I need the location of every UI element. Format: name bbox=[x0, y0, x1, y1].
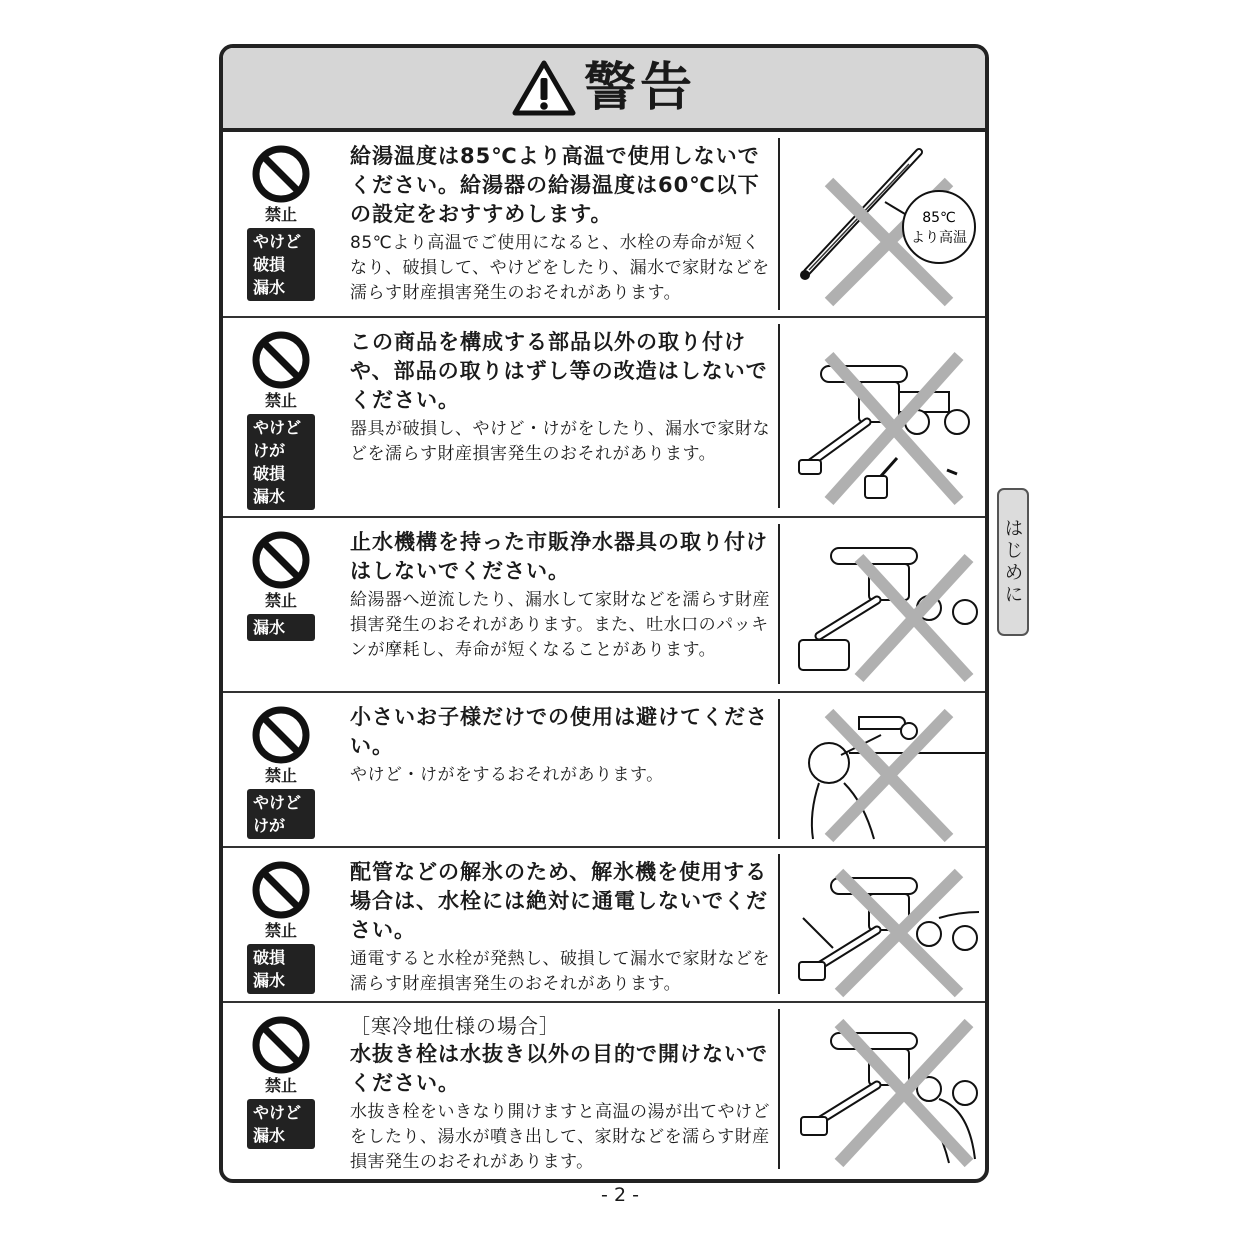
prohibited-icon bbox=[251, 330, 311, 390]
warning-box bbox=[219, 44, 989, 1183]
hazard-tags bbox=[247, 414, 315, 510]
prohibition-marks bbox=[243, 530, 319, 641]
divider bbox=[778, 138, 780, 310]
section-tab-label: はじめに bbox=[1001, 518, 1024, 606]
warning-item-4 bbox=[223, 693, 985, 848]
hazard-tag: 漏水 bbox=[253, 971, 286, 990]
warning-body: 水抜き栓をいきなり開けますと高温の湯が出てやけどをしたり、湯水が噴き出して、家財などを濡らす財産損害発生のおそれがあります。 bbox=[350, 1102, 770, 1172]
divider bbox=[778, 854, 780, 994]
warning-item-6 bbox=[223, 1003, 985, 1183]
prohibited-icon bbox=[251, 1015, 311, 1075]
prohibited-label: 禁止 bbox=[264, 921, 297, 940]
divider bbox=[778, 324, 780, 508]
prohibited-label: 禁止 bbox=[264, 391, 297, 410]
faucet-modification-illustration bbox=[789, 326, 985, 512]
prohibited-icon bbox=[251, 530, 311, 590]
child-at-faucet-illustration bbox=[789, 703, 985, 843]
prohibited-icon bbox=[251, 144, 311, 204]
warning-item-5 bbox=[223, 848, 985, 1003]
prohibited-icon bbox=[251, 860, 311, 920]
drain-valve-illustration bbox=[789, 1013, 985, 1173]
prohibited-label: 禁止 bbox=[264, 1076, 297, 1095]
warning-item-3 bbox=[223, 518, 985, 693]
hazard-tag: やけど bbox=[253, 232, 302, 251]
thermometer-illustration bbox=[789, 142, 985, 310]
hazard-tags bbox=[247, 228, 315, 301]
hazard-tag: やけど bbox=[253, 1103, 302, 1122]
hazard-tag: 破損 bbox=[253, 464, 286, 483]
warning-heading: 水抜き栓は水抜き以外の目的で開けないでください。 bbox=[350, 1042, 768, 1095]
prohibited-icon bbox=[251, 705, 311, 765]
section-tab[interactable] bbox=[997, 488, 1029, 636]
prohibited-label: 禁止 bbox=[264, 766, 297, 785]
hazard-tag: やけど bbox=[253, 418, 302, 437]
warning-body: 通電すると水栓が発熱し、破損して漏水で家財などを濡らす財産損害発生のおそれがあります。 bbox=[350, 949, 770, 994]
prohibition-marks bbox=[243, 330, 319, 510]
callout-temp: 85℃ bbox=[922, 210, 956, 226]
prohibited-label: 禁止 bbox=[264, 205, 297, 224]
warning-triangle-icon bbox=[512, 60, 576, 116]
hazard-tags bbox=[247, 789, 315, 839]
hazard-tag: けが bbox=[253, 441, 286, 460]
hazard-tag: 漏水 bbox=[253, 487, 286, 506]
prohibited-label: 禁止 bbox=[264, 591, 297, 610]
condition-note: ［寒冷地仕様の場合］ bbox=[350, 1014, 560, 1038]
warning-heading: 給湯温度は85℃より高温で使用しないでください。給湯器の給湯温度は60℃以下の設定をおすすめします。 bbox=[350, 144, 760, 226]
thawing-machine-illustration bbox=[789, 858, 985, 998]
prohibition-marks bbox=[243, 144, 319, 301]
prohibition-marks bbox=[243, 1015, 319, 1149]
warning-body: 85℃より高温でご使用になると、水栓の寿命が短くなり、破損して、やけどをしたり、漏水で家財などを濡らす財産損害発生のおそれがあります。 bbox=[350, 233, 770, 303]
divider bbox=[778, 524, 780, 684]
warning-heading: この商品を構成する部品以外の取り付けや、部品の取りはずし等の改造はしないでください。 bbox=[350, 330, 768, 412]
hazard-tag: 漏水 bbox=[253, 278, 286, 297]
warning-item-2 bbox=[223, 318, 985, 518]
prohibition-marks bbox=[243, 860, 319, 994]
warning-body: やけど・けがをするおそれがあります。 bbox=[350, 765, 664, 785]
warning-heading: 止水機構を持った市販浄水器具の取り付けはしないでください。 bbox=[350, 530, 768, 583]
warning-heading: 小さいお子様だけでの使用は避けてください。 bbox=[350, 705, 768, 758]
callout-label: より高温 bbox=[911, 230, 967, 246]
warning-body: 器具が破損し、やけど・けがをしたり、漏水で家財などを濡らす財産損害発生のおそれがあります。 bbox=[350, 419, 770, 464]
prohibition-marks bbox=[243, 705, 319, 839]
divider bbox=[778, 699, 780, 839]
warning-body: 給湯器へ逆流したり、漏水して家財などを濡らす財産損害発生のおそれがあります。また、吐水口のパッキンが摩耗し、寿命が短くなることがあります。 bbox=[350, 590, 770, 660]
hazard-tag: けが bbox=[253, 816, 286, 835]
page-number: - 2 - bbox=[601, 1184, 639, 1206]
hazard-tag: 漏水 bbox=[253, 618, 286, 637]
hazard-tag: 破損 bbox=[253, 948, 286, 967]
warning-title: 警告 bbox=[583, 58, 696, 118]
hazard-tags bbox=[247, 944, 315, 994]
hazard-tag: やけど bbox=[253, 793, 302, 812]
hazard-tag: 破損 bbox=[253, 255, 286, 274]
warning-item-1 bbox=[223, 132, 985, 318]
water-filter-illustration bbox=[789, 528, 985, 688]
divider bbox=[778, 1009, 780, 1169]
warning-heading: 配管などの解氷のため、解氷機を使用する場合は、水栓には絶対に通電しないでください。 bbox=[350, 860, 768, 942]
hazard-tag: 漏水 bbox=[253, 1126, 286, 1145]
hazard-tags bbox=[247, 614, 315, 641]
warning-header bbox=[223, 48, 985, 132]
hazard-tags bbox=[247, 1099, 315, 1149]
